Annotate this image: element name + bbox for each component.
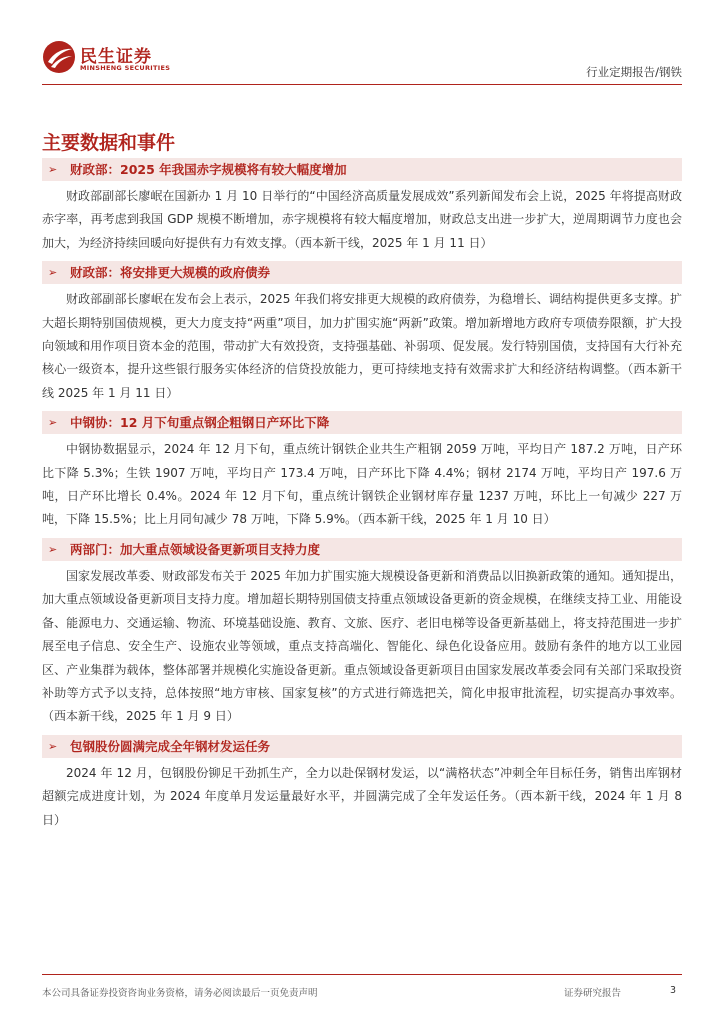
event-heading: [42, 158, 682, 181]
logo-text-cn: 民生证券: [80, 47, 152, 67]
logo-text-en: MINSHENG SECURITIES: [80, 64, 171, 72]
header-divider: [42, 84, 682, 85]
event-item: [42, 158, 682, 255]
footer-doc-type: 证券研究报告: [564, 988, 622, 999]
events-list: [42, 158, 682, 838]
arrow-bullet-icon: ➢: [48, 739, 58, 753]
footer-disclaimer: 本公司具备证券投资咨询业务资格，请务必阅读最后一页免责声明: [42, 988, 318, 999]
event-heading-text: 财政部：将安排更大规模的政府债券: [70, 265, 271, 281]
minsheng-logo-icon: [42, 40, 76, 74]
event-item: [42, 411, 682, 532]
event-heading: [42, 538, 682, 561]
arrow-bullet-icon: ➢: [48, 266, 58, 280]
event-item: [42, 261, 682, 405]
event-heading: [42, 735, 682, 758]
event-body: 财政部副部长廖岷在发布会上表示，2025 年我们将安排更大规模的政府债券，为稳增长、调结构提供更多支撑。扩大超长期特别国债规模，更大力度支持“两重”项目，加力扩围实施“两新”政策。增加新增地方政府专项债券限额，扩大投向领域和用作项目资本金的范围，带动扩大有效投资，支持强基础、补弱项、促发展。发行特别国债，支持国有大行补充核心一级资本，提升这些银行服务实体经济的信贷投放能力，更可持续地支持有效需求扩大和经济结构调整。（西本新干线 2025 年 1 月 11 日）: [42, 292, 682, 400]
event-body: 中钢协数据显示，2024 年 12 月下旬，重点统计钢铁企业共生产粗钢 2059 万吨，平均日产 187.2 万吨，日产环比下降 5.3%；生铁 1907 万吨，平均日产 173.4 万吨，日产环比下降 4.4%；钢材 2174 万吨，平均日产 197.6 万吨，日产环比增长 0.4%。2024 年 12 月下旬，重点统计钢铁企业钢材库存量 1237 万吨，环比上一旬减少 227 万吨，下降 15.5%；比上月同旬减少 78 万吨，下降 5.9%。（西本新干线，2025 年 1 月 10 日）: [42, 442, 682, 527]
page-number: 3: [669, 985, 676, 996]
page-footer: [42, 974, 682, 1014]
event-body: 财政部副部长廖岷在国新办 1 月 10 日举行的“中国经济高质量发展成效”系列新闻发布会上说，2025 年将提高财政赤字率，再考虑到我国 GDP 规模不断增加，赤字规模将有较大幅度增加，财政总支出进一步扩大，逆周期调节力度也会加大，为经济持续回暖向好提供有力有效支撑。（西本新干线，2025 年 1 月 11 日）: [42, 189, 682, 250]
arrow-bullet-icon: ➢: [48, 416, 58, 430]
event-body: 国家发展改革委、财政部发布关于 2025 年加力扩围实施大规模设备更新和消费品以旧换新政策的通知。通知提出，加大重点领域设备更新项目支持力度。增加超长期特别国债支持重点领域设备更新的资金规模，在继续支持工业、用能设备、能源电力、交通运输、物流、环境基础设施、教育、文旅、医疗、老旧电梯等设备更新基础上，将支持范围进一步扩展至电子信息、安全生产、设施农业等领域，重点支持高端化、智能化、绿色化设备应用。鼓励有条件的地方以工业园区、产业集群为载体，整体部署并规模化实施设备更新。重点领域设备更新项目由国家发展改革委会同有关部门采取投资补助等方式予以支持，总体按照“地方审核、国家复核”的方式进行筛选把关，简化申报审批流程，切实提高办事效率。（西本新干线，2025 年 1 月 9 日）: [42, 568, 682, 724]
event-item: [42, 735, 682, 832]
event-heading-text: 两部门：加大重点领域设备更新项目支持力度: [70, 541, 321, 557]
company-logo: [42, 40, 182, 80]
event-item: [42, 538, 682, 729]
event-heading-text: 包钢股份圆满完成全年钢材发运任务: [70, 738, 271, 754]
footer-divider: [42, 974, 682, 975]
arrow-bullet-icon: ➢: [48, 542, 58, 556]
event-heading-text: 财政部：2025 年我国赤字规模将有较大幅度增加: [70, 162, 347, 177]
report-type: 行业定期报告/钢铁: [586, 65, 682, 79]
page-title: 主要数据和事件: [42, 132, 176, 154]
event-heading-text: 中钢协：12 月下旬重点钢企粗钢日产环比下降: [70, 415, 330, 431]
arrow-bullet-icon: ➢: [48, 163, 58, 176]
event-heading: [42, 411, 682, 434]
event-body: 2024 年 12 月，包钢股份铆足干劲抓生产，全力以赴保钢材发运，以“满格状态”冲刺全年目标任务，销售出库钢材超额完成进度计划，为 2024 年度单月发运量最好水平，并圆满完成了全年发运任务。（西本新干线，2024 年 1 月 8 日）: [42, 765, 682, 827]
page-header: [0, 0, 724, 90]
event-heading: [42, 261, 682, 284]
